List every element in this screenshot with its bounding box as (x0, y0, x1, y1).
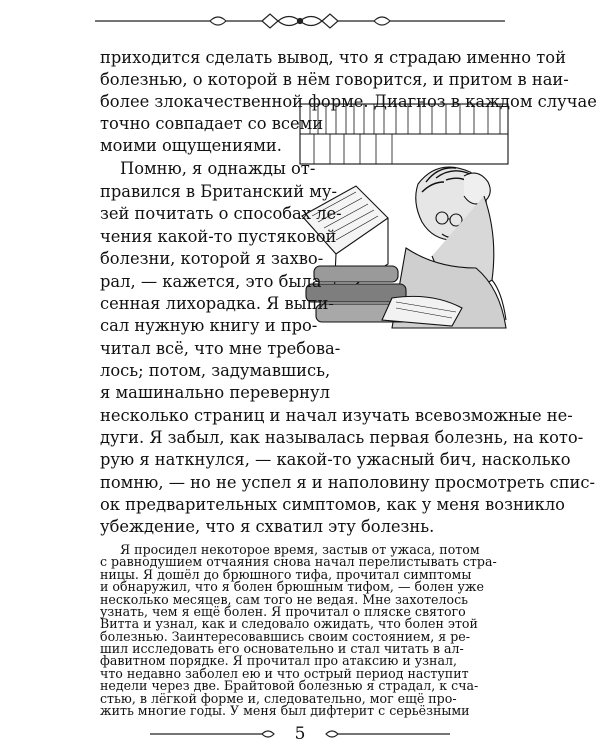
text-line: моими ощущениями. (100, 136, 282, 155)
text-line: сенная лихорадка. Я выпи- (100, 294, 334, 313)
page-number: 5 (294, 724, 306, 744)
text-line: узнать, чем я ещё болен. Я прочитал о пляске святого (100, 603, 466, 619)
text-line: ок предварительных симптомов, как у меня возникло (100, 495, 565, 514)
text-line: более злокачественной форме. Диагноз в каждом случае (100, 92, 597, 111)
text-line: фавитном порядке. Я прочитал про атаксию и узнал, (100, 653, 457, 669)
text-line: болезнью. Заинтересовавшись своим состоянием, я ре- (100, 628, 470, 644)
text-line: и обнаружил, что я болен брюшным тифом, — болен уже (100, 579, 484, 595)
text-line: с равнодушием отчаяния снова начал перелистывать стра- (100, 554, 497, 570)
text-line: жить многие годы. У меня был дифтерит с серьёзными (100, 703, 470, 718)
text-line: несколько страниц и начал изучать всевозможные не- (100, 406, 573, 425)
text-line: шил исследовать его основательно и стал читать в ал- (100, 641, 464, 657)
text-line: недели через две. Брайтовой болезнью я страдал, к сча- (100, 678, 479, 694)
text-line: чения какой-то пустяковой (100, 227, 337, 246)
text-line: несколько месяцев, сам того не ведая. Мне захотелось (100, 591, 468, 607)
text-line: помню, — но не успел я и наполовину просмотреть спис- (100, 473, 596, 492)
text-line: точно совпадает со всеми (100, 114, 324, 133)
text-line: я машинально перевернул (100, 383, 330, 402)
text-line: сал нужную книгу и про- (100, 316, 318, 335)
text-line: Помню, я однажды от- (120, 159, 316, 178)
text-line: рал, — кажется, это была (100, 272, 322, 291)
text-line: правился в Британский му- (100, 182, 337, 201)
text-line: читал всё, что мне требова- (100, 339, 341, 358)
text-line: зей почитать о способах ле- (100, 204, 342, 223)
text-line: рую я наткнулся, — какой-то ужасный бич, насколько (100, 450, 571, 469)
text-line: болезнью, о которой в нём говорится, и притом в наи- (100, 70, 569, 89)
text-line: что недавно заболел ею и что острый период наступит (100, 665, 469, 681)
text-line: убеждение, что я схватил эту болезнь. (100, 517, 435, 536)
text-line: лось; потом, задумавшись, (100, 361, 331, 380)
text-line: приходится сделать вывод, что я страдаю именно той (100, 48, 566, 67)
text-line: стью, в лёгкой форме и, следовательно, мог ещё про- (100, 690, 457, 706)
text-line: дуги. Я забыл, как называлась первая болезнь, на кото- (100, 428, 584, 447)
text-line: ницы. Я дошёл до брюшного тифа, прочитал симптомы (100, 566, 472, 582)
text-line: Я просидел некоторое время, застыв от ужаса, потом (120, 542, 480, 557)
text-line: Витта и узнал, как и следовало ожидать, что болен этой (100, 616, 478, 632)
text-line: болезни, которой я захво- (100, 249, 324, 268)
